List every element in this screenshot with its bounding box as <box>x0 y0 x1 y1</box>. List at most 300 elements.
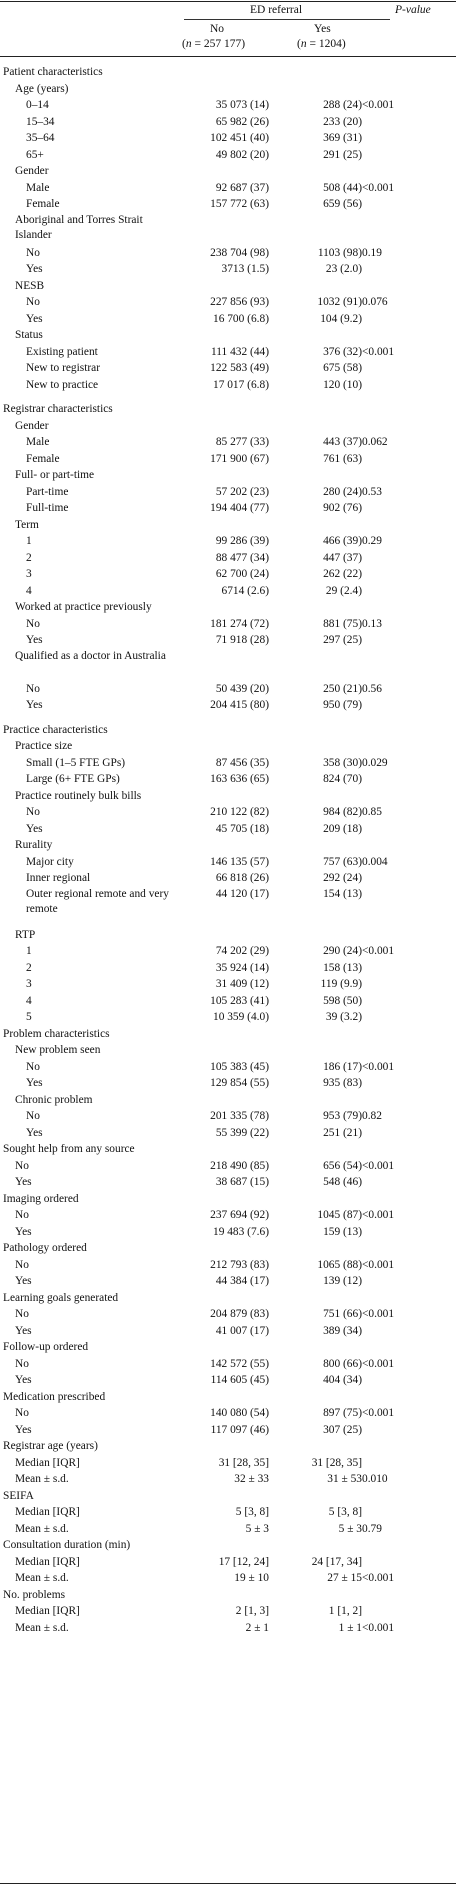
cell-ed-referral-no: 117 097 (46) <box>210 1423 269 1436</box>
row-label: Male <box>26 181 50 194</box>
column-header-p-value: P-value <box>395 4 431 16</box>
cell-p-value <box>362 837 456 854</box>
cell-ed-referral-yes <box>269 467 362 484</box>
cell-ed-referral-no: 41 007 (17) <box>215 1324 269 1337</box>
cell-ed-referral-yes <box>269 1026 362 1043</box>
cell-ed-referral-no: 237 694 (92) <box>210 1209 269 1222</box>
cell-ed-referral-yes: 119 (9.9) <box>320 978 362 991</box>
table-row <box>0 771 456 788</box>
table-row <box>0 1042 456 1059</box>
row-label: 65+ <box>26 148 44 161</box>
cell-p-value: <0.001 <box>362 99 395 112</box>
row-label: 4 <box>26 994 32 1007</box>
row-label: Major city <box>26 855 74 868</box>
row-label: Mean ± s.d. <box>15 1473 69 1486</box>
cell-ed-referral-no: 227 856 (93) <box>210 296 269 309</box>
table-row <box>0 804 456 821</box>
cell-ed-referral-yes <box>269 1488 362 1505</box>
row-label: Imaging ordered <box>3 1192 79 1205</box>
cell-ed-referral-no <box>171 1488 269 1505</box>
cell-p-value <box>362 821 456 838</box>
cell-ed-referral-yes: 1103 (98) <box>317 246 362 259</box>
row-label: No <box>15 1159 29 1172</box>
table-row <box>0 927 456 944</box>
cell-p-value <box>362 1504 456 1521</box>
cell-ed-referral-no <box>171 81 269 98</box>
table-row <box>0 1323 456 1340</box>
row-label: No <box>26 682 40 695</box>
cell-ed-referral-no: 74 202 (29) <box>215 945 269 958</box>
cell-ed-referral-yes: 466 (39) <box>323 535 362 548</box>
cell-ed-referral-no: 3713 (1.5) <box>221 263 269 276</box>
cell-p-value <box>362 1389 456 1406</box>
cell-p-value: <0.001 <box>362 1308 395 1321</box>
cell-p-value <box>362 1323 456 1340</box>
cell-ed-referral-no: 238 704 (98) <box>210 246 269 259</box>
row-label: No <box>15 1407 29 1420</box>
cell-ed-referral-yes <box>269 788 362 805</box>
cell-p-value <box>362 1290 456 1307</box>
table-row <box>0 1372 456 1389</box>
cell-ed-referral-yes: 250 (21) <box>323 682 362 695</box>
column-header-yes-n: (n = 1204) <box>297 38 346 50</box>
cell-ed-referral-no: 10 359 (4.0) <box>213 1011 269 1024</box>
row-label: Consultation duration (min) <box>3 1539 131 1552</box>
cell-ed-referral-yes <box>269 517 362 534</box>
table-row <box>0 599 456 616</box>
cell-ed-referral-no: 87 456 (35) <box>215 756 269 769</box>
cell-ed-referral-yes: 757 (63) <box>323 855 362 868</box>
cell-p-value <box>362 976 456 993</box>
row-label: 15–34 <box>26 115 55 128</box>
cell-ed-referral-no: 163 636 (65) <box>210 773 269 786</box>
cell-p-value <box>362 261 456 278</box>
cell-ed-referral-no: 212 793 (83) <box>210 1258 269 1271</box>
cell-ed-referral-yes: 139 (12) <box>323 1275 362 1288</box>
row-label: No <box>26 1110 40 1123</box>
cell-p-value <box>362 163 456 180</box>
cell-ed-referral-yes: 1032 (91) <box>317 296 362 309</box>
table-spacer-row <box>0 714 456 722</box>
row-label: 2 <box>26 551 32 564</box>
cell-ed-referral-no: 88 477 (34) <box>215 551 269 564</box>
row-label: Practice characteristics <box>3 723 108 736</box>
cell-p-value: 0.19 <box>362 246 382 259</box>
cell-ed-referral-yes <box>269 278 362 295</box>
cell-ed-referral-yes: 297 (25) <box>323 634 362 647</box>
cell-ed-referral-no: 65 982 (26) <box>215 115 269 128</box>
cell-p-value <box>362 418 456 435</box>
table-row <box>0 261 456 278</box>
cell-p-value: 0.076 <box>362 296 388 309</box>
table-row <box>0 960 456 977</box>
table-row <box>0 1521 456 1538</box>
cell-ed-referral-no <box>171 1537 269 1554</box>
cell-ed-referral-yes <box>269 163 362 180</box>
cell-ed-referral-no <box>171 1240 269 1257</box>
cell-ed-referral-yes: 158 (13) <box>323 961 362 974</box>
table-row <box>0 1471 456 1488</box>
cell-ed-referral-no: 32 ± 33 <box>234 1473 269 1486</box>
table-row <box>0 821 456 838</box>
cell-p-value: 0.53 <box>362 485 382 498</box>
column-header-no-n: (n = 257 177) <box>182 38 246 50</box>
cell-p-value <box>362 927 456 944</box>
row-label: 1 <box>26 945 32 958</box>
cell-ed-referral-yes: 23 (2.0) <box>325 263 362 276</box>
row-label: Age (years) <box>15 82 69 95</box>
table-row <box>0 1504 456 1521</box>
row-label: Median [IQR] <box>15 1506 80 1519</box>
cell-ed-referral-no: 142 572 (55) <box>210 1357 269 1370</box>
cell-p-value: <0.001 <box>362 1060 395 1073</box>
cell-ed-referral-yes <box>269 213 362 245</box>
cell-p-value <box>362 1587 456 1604</box>
cell-p-value <box>362 1438 456 1455</box>
table-row <box>0 1570 456 1587</box>
cell-p-value <box>362 550 456 567</box>
table-row <box>0 837 456 854</box>
cell-p-value <box>362 722 456 739</box>
cell-ed-referral-no: 2 ± 1 <box>245 1621 269 1634</box>
table-row <box>0 1356 456 1373</box>
cell-ed-referral-no <box>171 837 269 854</box>
cell-p-value <box>362 1224 456 1241</box>
cell-ed-referral-yes <box>269 599 362 616</box>
table-row <box>0 1537 456 1554</box>
cell-ed-referral-no <box>171 599 269 616</box>
row-label: No <box>26 806 40 819</box>
cell-ed-referral-no: 105 383 (45) <box>210 1060 269 1073</box>
cell-p-value: <0.001 <box>362 1357 395 1370</box>
cell-p-value <box>362 632 456 649</box>
cell-ed-referral-yes: 262 (22) <box>323 568 362 581</box>
cell-ed-referral-no: 35 073 (14) <box>215 99 269 112</box>
row-label: Male <box>26 436 50 449</box>
cell-ed-referral-no: 49 802 (20) <box>215 148 269 161</box>
row-label: Patient characteristics <box>3 66 103 79</box>
table-row <box>0 1224 456 1241</box>
cell-p-value: <0.001 <box>362 345 395 358</box>
cell-ed-referral-yes: 369 (31) <box>323 132 362 145</box>
cell-ed-referral-yes: 209 (18) <box>323 822 362 835</box>
table-row <box>0 1207 456 1224</box>
cell-ed-referral-yes <box>269 64 362 81</box>
cell-p-value <box>362 960 456 977</box>
cell-ed-referral-yes: 29 (2.4) <box>325 584 362 597</box>
row-label: Mean ± s.d. <box>15 1621 69 1634</box>
row-label: No <box>26 246 40 259</box>
cell-ed-referral-no: 57 202 (23) <box>215 485 269 498</box>
cell-ed-referral-no: 99 286 (39) <box>215 535 269 548</box>
cell-ed-referral-yes: 5 [3, 8] <box>328 1506 362 1519</box>
table-row <box>0 1191 456 1208</box>
row-label: 5 <box>26 1011 32 1024</box>
cell-ed-referral-yes: 800 (66) <box>323 1357 362 1370</box>
cell-p-value <box>362 360 456 377</box>
cell-ed-referral-yes: 950 (79) <box>323 699 362 712</box>
cell-ed-referral-no: 17 [12, 24] <box>218 1555 269 1568</box>
row-label: Full- or part-time <box>15 469 95 482</box>
cell-p-value <box>362 1191 456 1208</box>
cell-ed-referral-yes: 508 (44) <box>323 181 362 194</box>
table-row <box>0 854 456 871</box>
row-label: Mean ± s.d. <box>15 1572 69 1585</box>
cell-ed-referral-no: 71 918 (28) <box>215 634 269 647</box>
row-label: No <box>26 1060 40 1073</box>
cell-ed-referral-no: 122 583 (49) <box>210 362 269 375</box>
cell-p-value: <0.001 <box>362 1159 395 1172</box>
row-label: Term <box>15 518 39 531</box>
cell-ed-referral-no: 17 017 (6.8) <box>213 378 269 391</box>
table-row <box>0 377 456 394</box>
cell-ed-referral-yes: 358 (30) <box>323 756 362 769</box>
cell-p-value <box>362 993 456 1010</box>
cell-p-value <box>362 1092 456 1109</box>
cell-p-value: <0.001 <box>362 945 395 958</box>
cell-p-value <box>362 649 456 681</box>
cell-p-value <box>362 1455 456 1472</box>
table-row <box>0 163 456 180</box>
cell-p-value <box>362 1141 456 1158</box>
row-label: No. problems <box>3 1588 66 1601</box>
cell-ed-referral-no: 2 [1, 3] <box>235 1605 269 1618</box>
cell-ed-referral-no: 19 ± 10 <box>234 1572 269 1585</box>
cell-ed-referral-no <box>171 64 269 81</box>
table-row <box>0 484 456 501</box>
cell-ed-referral-yes <box>269 722 362 739</box>
row-label: Yes <box>15 1324 32 1337</box>
cell-ed-referral-no: 44 120 (17) <box>215 887 269 900</box>
cell-p-value <box>362 697 456 714</box>
cell-ed-referral-yes <box>269 1240 362 1257</box>
row-label: No <box>26 617 40 630</box>
cell-ed-referral-no: 16 700 (6.8) <box>213 312 269 325</box>
table-row <box>0 1141 456 1158</box>
cell-ed-referral-yes <box>269 927 362 944</box>
table-row <box>0 451 456 468</box>
cell-ed-referral-yes: 31 [28, 35] <box>311 1456 362 1469</box>
cell-ed-referral-no: 5 [3, 8] <box>235 1506 269 1519</box>
row-label: Yes <box>26 634 43 647</box>
cell-ed-referral-yes: 288 (24) <box>323 99 362 112</box>
column-header-yes: Yes <box>314 23 331 35</box>
cell-ed-referral-no: 6714 (2.6) <box>221 584 269 597</box>
cell-ed-referral-yes: 656 (54) <box>323 1159 362 1172</box>
cell-ed-referral-yes: 447 (37) <box>323 551 362 564</box>
cell-ed-referral-yes <box>269 1191 362 1208</box>
table-row <box>0 1455 456 1472</box>
cell-ed-referral-yes: 233 (20) <box>323 115 362 128</box>
cell-p-value <box>362 377 456 394</box>
cell-ed-referral-yes <box>269 401 362 418</box>
table-row <box>0 1158 456 1175</box>
row-label: Registrar age (years) <box>3 1440 98 1453</box>
cell-p-value <box>362 1042 456 1059</box>
table-row <box>0 294 456 311</box>
cell-p-value: 0.010 <box>362 1473 388 1486</box>
cell-ed-referral-yes: 159 (13) <box>323 1225 362 1238</box>
cell-ed-referral-no <box>171 213 269 245</box>
row-label: Status <box>15 329 43 342</box>
cell-p-value <box>362 599 456 616</box>
cell-ed-referral-yes: 280 (24) <box>323 485 362 498</box>
cell-ed-referral-no <box>171 649 269 681</box>
row-label: 3 <box>26 978 32 991</box>
row-label: Gender <box>15 419 49 432</box>
cell-p-value <box>362 583 456 600</box>
cell-ed-referral-yes <box>269 1587 362 1604</box>
cell-p-value <box>362 311 456 328</box>
cell-ed-referral-yes <box>269 418 362 435</box>
cell-p-value <box>362 500 456 517</box>
table-row <box>0 114 456 131</box>
cell-ed-referral-yes: 1 ± 1 <box>338 1621 362 1634</box>
table-row <box>0 130 456 147</box>
cell-ed-referral-no <box>171 1587 269 1604</box>
table-row <box>0 180 456 197</box>
table-row <box>0 755 456 772</box>
cell-p-value: 0.79 <box>362 1522 382 1535</box>
row-label: Yes <box>26 1126 43 1139</box>
cell-ed-referral-no <box>171 467 269 484</box>
cell-ed-referral-no: 5 ± 3 <box>245 1522 269 1535</box>
cell-ed-referral-yes <box>269 1389 362 1406</box>
table-row <box>0 500 456 517</box>
row-label: Yes <box>26 822 43 835</box>
table-row <box>0 1009 456 1026</box>
cell-ed-referral-no <box>171 927 269 944</box>
cell-ed-referral-no: 102 451 (40) <box>210 132 269 145</box>
cell-p-value <box>362 1554 456 1571</box>
table-row <box>0 1108 456 1125</box>
row-label: Yes <box>26 699 43 712</box>
cell-p-value <box>362 401 456 418</box>
cell-p-value <box>362 1339 456 1356</box>
cell-ed-referral-yes: 675 (58) <box>323 362 362 375</box>
cell-ed-referral-no: 201 335 (78) <box>210 1110 269 1123</box>
cell-ed-referral-no: 181 274 (72) <box>210 617 269 630</box>
table-spacer-row <box>0 393 456 401</box>
cell-ed-referral-yes: 27 ± 15 <box>327 1572 362 1585</box>
row-label: No <box>15 1308 29 1321</box>
table-row <box>0 788 456 805</box>
table-row <box>0 870 456 887</box>
cell-p-value <box>362 114 456 131</box>
cell-ed-referral-no <box>171 1026 269 1043</box>
cell-p-value: 0.062 <box>362 436 388 449</box>
cell-ed-referral-yes: 291 (25) <box>323 148 362 161</box>
cell-p-value <box>362 788 456 805</box>
cell-ed-referral-yes: 389 (34) <box>323 1324 362 1337</box>
table-row <box>0 1422 456 1439</box>
cell-ed-referral-yes: 824 (70) <box>323 773 362 786</box>
cell-p-value <box>362 1537 456 1554</box>
table-top-rule <box>0 1 456 2</box>
row-label: Mean ± s.d. <box>15 1522 69 1535</box>
cell-p-value: 0.004 <box>362 855 388 868</box>
cell-p-value: <0.001 <box>362 1572 395 1585</box>
cell-ed-referral-yes: 761 (63) <box>323 452 362 465</box>
cell-p-value: <0.001 <box>362 181 395 194</box>
table-row <box>0 97 456 114</box>
table-row <box>0 993 456 1010</box>
cell-ed-referral-no <box>171 1092 269 1109</box>
table-row <box>0 360 456 377</box>
cell-ed-referral-yes <box>269 327 362 344</box>
cell-p-value: <0.001 <box>362 1258 395 1271</box>
cell-ed-referral-no: 50 439 (20) <box>215 682 269 695</box>
row-label: Registrar characteristics <box>3 403 113 416</box>
row-label: New to practice <box>26 378 99 391</box>
row-label: 2 <box>26 961 32 974</box>
cell-ed-referral-yes <box>269 1339 362 1356</box>
cell-p-value <box>362 1603 456 1620</box>
row-label: Existing patient <box>26 345 98 358</box>
table-row <box>0 401 456 418</box>
cell-ed-referral-no <box>171 278 269 295</box>
cell-ed-referral-no: 157 772 (63) <box>210 198 269 211</box>
cell-p-value: 0.82 <box>362 1110 382 1123</box>
row-label: New problem seen <box>15 1044 101 1057</box>
cell-ed-referral-yes <box>269 81 362 98</box>
table-row <box>0 1240 456 1257</box>
table-row <box>0 722 456 739</box>
table-row <box>0 533 456 550</box>
cell-ed-referral-no <box>171 401 269 418</box>
cell-ed-referral-yes: 290 (24) <box>323 945 362 958</box>
column-header-no: No <box>210 23 225 35</box>
row-label: Yes <box>15 1423 32 1436</box>
table-row <box>0 1290 456 1307</box>
cell-ed-referral-yes <box>269 1141 362 1158</box>
cell-ed-referral-no <box>171 1389 269 1406</box>
row-label: Qualified as a doctor in Australia <box>15 649 166 662</box>
cell-ed-referral-no: 194 404 (77) <box>210 502 269 515</box>
cell-p-value: 0.29 <box>362 535 382 548</box>
cell-ed-referral-yes: 897 (75) <box>323 1407 362 1420</box>
row-label: No <box>15 1209 29 1222</box>
cell-p-value <box>362 467 456 484</box>
cell-ed-referral-no <box>171 1191 269 1208</box>
cell-ed-referral-no <box>171 738 269 755</box>
table-row <box>0 213 456 245</box>
cell-p-value <box>362 1488 456 1505</box>
row-label: Median [IQR] <box>15 1555 80 1568</box>
table-row <box>0 1603 456 1620</box>
table-row <box>0 550 456 567</box>
row-label: Yes <box>15 1176 32 1189</box>
cell-ed-referral-yes <box>269 649 362 681</box>
cell-ed-referral-yes <box>269 738 362 755</box>
cell-ed-referral-no: 85 277 (33) <box>215 436 269 449</box>
cell-ed-referral-no <box>171 1339 269 1356</box>
table-row <box>0 697 456 714</box>
row-label: No <box>26 296 40 309</box>
row-label: Outer regional remote and very remote <box>26 887 169 915</box>
cell-ed-referral-yes: 292 (24) <box>323 872 362 885</box>
row-label: Sought help from any source <box>3 1143 135 1156</box>
cell-p-value <box>362 517 456 534</box>
cell-ed-referral-no: 92 687 (37) <box>215 181 269 194</box>
cell-ed-referral-no: 140 080 (54) <box>210 1407 269 1420</box>
row-label: No <box>15 1258 29 1271</box>
table-row <box>0 1389 456 1406</box>
cell-p-value <box>362 771 456 788</box>
cell-p-value <box>362 327 456 344</box>
row-label: Female <box>26 198 60 211</box>
table-row <box>0 1405 456 1422</box>
